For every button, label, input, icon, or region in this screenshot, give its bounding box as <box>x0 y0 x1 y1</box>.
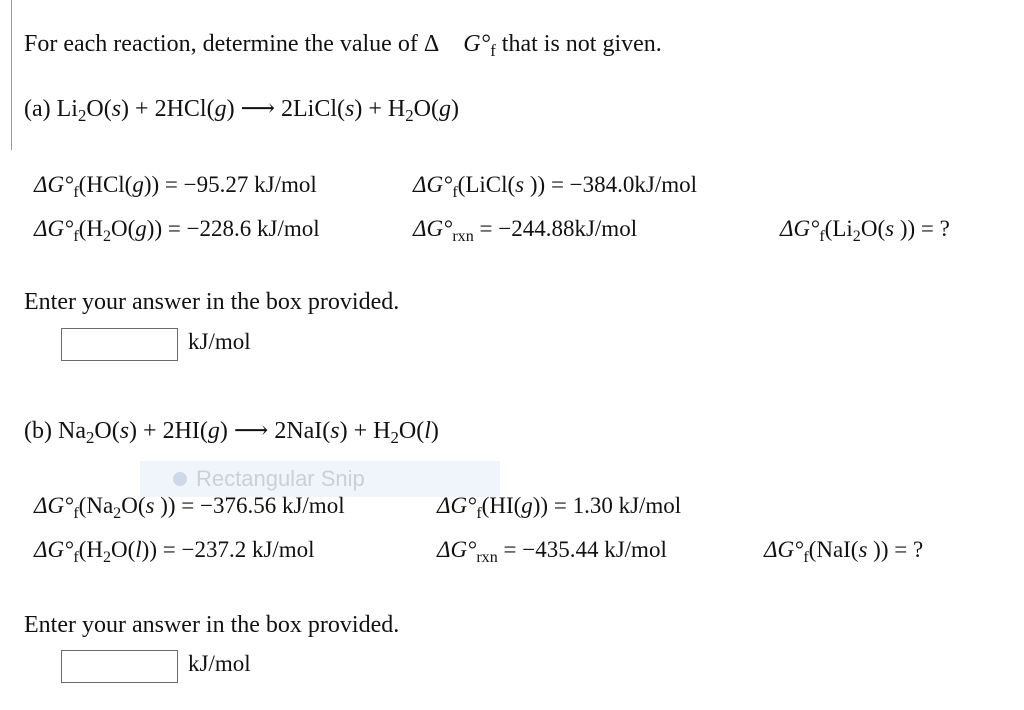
reaction-arrow-icon: ⟶ <box>240 96 275 122</box>
left-border-line <box>11 0 12 150</box>
given-a-licl: $\Delta G^\circ_f(LiCl(s$ )) = −384.0kJ/mol <box>413 172 698 201</box>
answer-a-input[interactable] <box>61 328 178 361</box>
snip-dot-icon <box>173 472 187 486</box>
given-a-hcl: $\Delta G^\circ_f(HCl(g)) = -95.27$ kJ/mol <box>34 172 317 201</box>
reaction-b: (b) $Na_2O(s) + 2HI(g)$ ⟶ $2NaI(s) + H_2O(l)$ <box>24 418 439 447</box>
given-b-h2o: $\Delta G^\circ_f(H_2O(l)) = -237.2$ kJ/mol <box>34 537 315 566</box>
reaction-a: (a) $Li_2O(s) + 2HCl(g)$ ⟶ 2LiCl(s) + $H_2O(g)$ <box>24 96 459 125</box>
unit-b: kJ/mol <box>188 651 251 676</box>
unknown-a-li2o: $\Delta G^\circ_f(Li_2O(s$ )) = ? <box>780 216 950 245</box>
given-a-h2o: $\Delta G^\circ_f(H_2O(g)) = -228.6$ kJ/mol <box>34 216 320 245</box>
instruction-text: For each reaction, determine the value of Δ $G^\circ_f$ that is not given. <box>24 31 662 60</box>
reaction-arrow-icon: ⟶ <box>233 418 269 444</box>
answer-b-input[interactable] <box>61 650 178 683</box>
given-b-rxn: $\Delta G^\circ_{rxn} = -435.44$ kJ/mol <box>437 537 667 566</box>
snip-label: Rectangular Snip <box>196 466 365 491</box>
unknown-b-nai: $\Delta G^\circ_f(NaI(s$ )) = ? <box>764 537 924 566</box>
prompt-a: Enter your answer in the box provided. <box>24 289 400 315</box>
given-b-hi: $\Delta G^\circ_f(HI(g)) = 1.30$ kJ/mol <box>437 493 682 522</box>
prompt-b: Enter your answer in the box provided. <box>24 612 400 638</box>
unit-a: kJ/mol <box>188 329 251 354</box>
given-a-rxn: $\Delta G^\circ_{rxn} = -244.88kJ/mol$ <box>413 216 638 245</box>
given-b-na2o: $\Delta G^\circ_f(Na_2O(s$ )) = −376.56 kJ/mol <box>34 493 345 522</box>
